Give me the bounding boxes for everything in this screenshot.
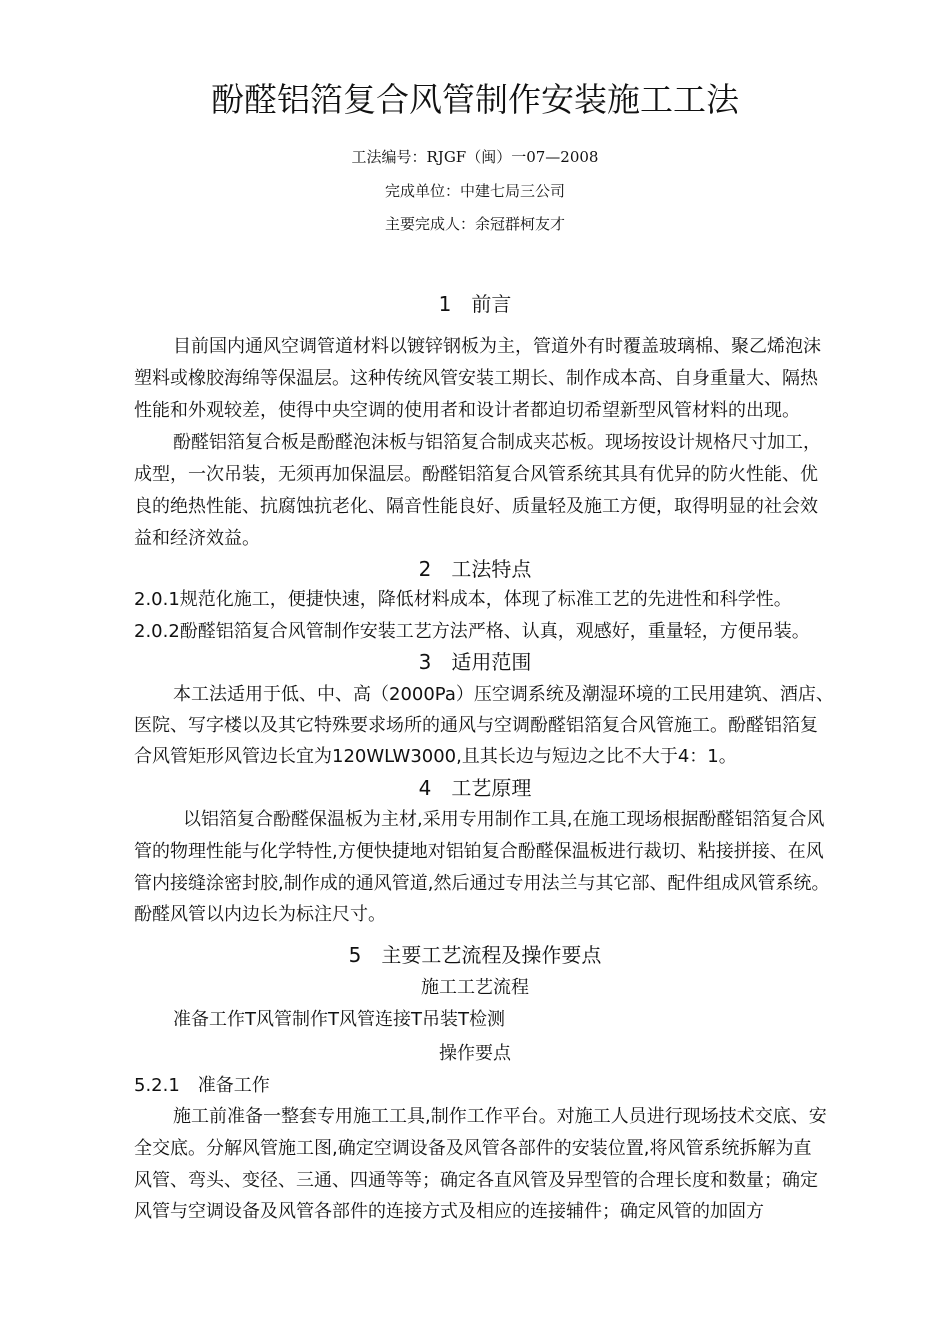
paragraph-line: 成型，一次吊装，无须再加保温层。酚醛铝箔复合风管系统其具有优异的防火性能、优: [134, 464, 818, 485]
paragraph-line: 塑料或橡胶海绵等保温层。这种传统风管安装工期长、制作成本高、自身重量大、隔热: [134, 368, 818, 389]
paragraph-line: 2.0.2酚醛铝箔复合风管制作安装工艺方法严格、认真，观感好，重量轻，方便吊装。: [134, 621, 810, 642]
paragraph-line: 酚醛风管以内边长为标注尺寸。: [134, 904, 386, 925]
paragraph-line: 医院、写字楼以及其它特殊要求场所的通风与空调酚醛铝箔复合风管施工。酚醛铝箔复: [134, 715, 818, 736]
section-heading-5: 5 主要工艺流程及操作要点: [348, 943, 602, 967]
paragraph-line: 性能和外观较差，使得中央空调的使用者和设计者都迫切希望新型风管材料的出现。: [134, 400, 800, 421]
paragraph-line: 合风管矩形风管边长宜为120WLW3000,且其长边与短边之比不大于4：1。: [134, 746, 737, 767]
points-title: 操作要点: [439, 1043, 511, 1064]
section-heading-1: 1 前言: [438, 292, 512, 316]
subsection-heading: 5.2.1 准备工作: [134, 1075, 270, 1096]
process-flow: 准备工作T风管制作T风管连接T吊装T检测: [173, 1009, 505, 1030]
paragraph-line: 以铝箔复合酚醛保温板为主材,采用专用制作工具,在施工现场根据酚醛铝箔复合风: [183, 809, 825, 830]
paragraph-line: 风管与空调设备及风管各部件的连接方式及相应的连接辅件；确定风管的加固方: [134, 1201, 764, 1222]
paragraph-line: 酚醛铝箔复合板是酚醛泡沫板与铝箔复合制成夹芯板。现场按设计规格尺寸加工，: [173, 432, 821, 453]
paragraph-line: 本工法适用于低、中、高（2000Pa）压空调系统及潮湿环境的工民用建筑、酒店、: [173, 684, 834, 705]
completing-unit: 完成单位：中建七局三公司: [384, 182, 565, 200]
paragraph-line: 风管、弯头、变径、三通、四通等等；确定各直风管及异型管的合理长度和数量；确定: [134, 1170, 818, 1191]
paragraph-line: 全交底。分解风管施工图,确定空调设备及风管各部件的安装位置,将风管系统拆解为直: [134, 1138, 812, 1159]
method-code: 工法编号：RJGF（闽）一07—2008: [351, 148, 599, 166]
paragraph-line: 良的绝热性能、抗腐蚀抗老化、隔音性能良好、质量轻及施工方便，取得明显的社会效: [134, 496, 818, 517]
main-authors: 主要完成人：余冠群柯友才: [384, 215, 565, 233]
paragraph-line: 益和经济效益。: [134, 528, 260, 549]
section-heading-2: 2 工法特点: [418, 557, 532, 581]
section-heading-4: 4 工艺原理: [418, 776, 532, 800]
flow-title: 施工工艺流程: [421, 977, 529, 998]
paragraph-line: 管的物理性能与化学特性,方便快捷地对铝铂复合酚醛保温板进行裁切、粘接拼接、在风: [134, 841, 824, 862]
paragraph-line: 目前国内通风空调管道材料以镀锌钢板为主，管道外有时覆盖玻璃棉、聚乙烯泡沫: [173, 336, 821, 357]
paragraph-line: 管内接缝涂密封胶,制作成的通风管道,然后通过专用法兰与其它部、配件组成风管系统。: [134, 873, 830, 894]
paragraph-line: 2.0.1规范化施工，便捷快速，降低材料成本，体现了标准工艺的先进性和科学性。: [134, 589, 792, 610]
section-heading-3: 3 适用范围: [418, 650, 532, 674]
document-title: 酚醛铝箔复合风管制作安装施工工法: [211, 80, 739, 119]
paragraph-line: 施工前准备一整套专用施工工具,制作工作平台。对施工人员进行现场技术交底、安: [173, 1106, 827, 1127]
